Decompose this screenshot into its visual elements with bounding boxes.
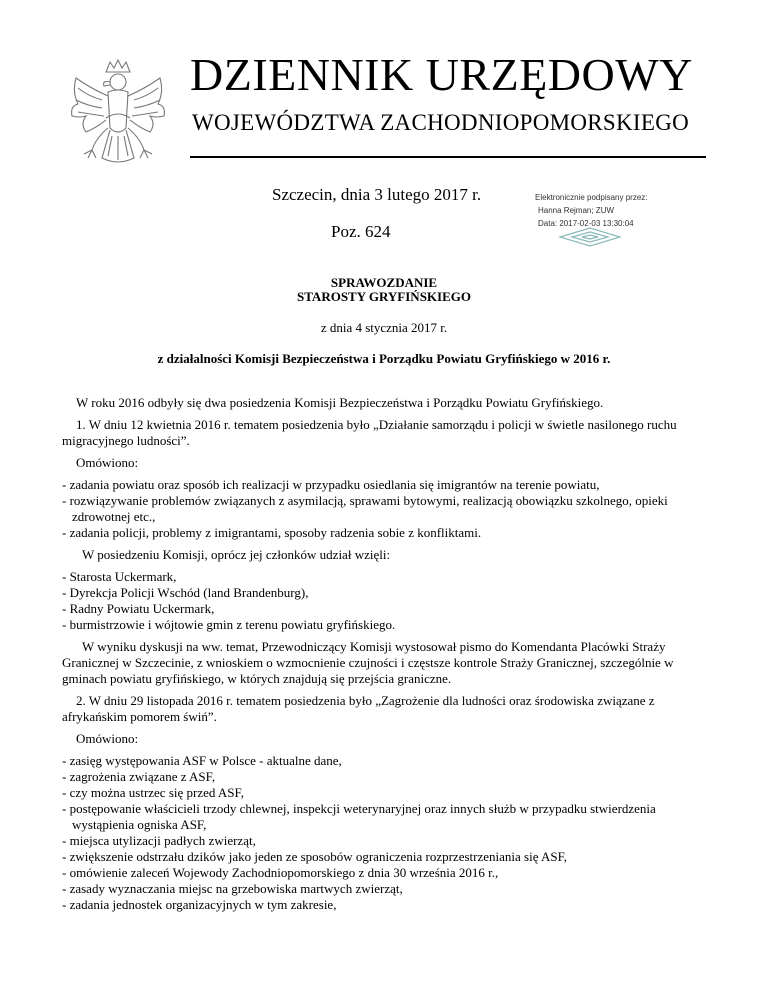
list-item: - Radny Powiatu Uckermark, bbox=[62, 601, 215, 616]
document-heading bbox=[0, 276, 768, 304]
discussed1-label: Omówiono: bbox=[76, 455, 139, 470]
list-item: - postępowanie właścicieli trzody chlewnej, inspekcji weterynaryjnej oraz innych służb w przypadku stwierdzenia wystąpienia ogniska ASF, bbox=[62, 801, 656, 832]
list-item: - zwiększenie odstrzału dzików jako jeden ze sposobów ograniczenia rozprzestrzeniania się ASF, bbox=[62, 849, 568, 864]
journal-subtitle: WOJEWÓDZTWA ZACHODNIOPOMORSKIEGO bbox=[192, 110, 690, 135]
signature-seal-icon bbox=[558, 227, 622, 247]
document-subject: z działalności Komisji Bezpieczeństwa i Porządku Powiatu Gryfińskiego w 2016 r. bbox=[157, 351, 611, 366]
list-item: - miejsca utylizacji padłych zwierząt, bbox=[62, 833, 256, 848]
signature-date: Data: 2017-02-03 13:30:04 bbox=[538, 219, 634, 228]
header-divider bbox=[190, 156, 706, 158]
journal-title: DZIENNIK URZĘDOWY bbox=[190, 49, 693, 100]
list-item: - czy można ustrzec się przed ASF, bbox=[62, 785, 244, 800]
meeting1-paragraph: 1. W dniu 12 kwietnia 2016 r. tematem posiedzenia było „Działanie samorządu i policji w świetle nasilonego ruchu migracyjnego ludności”. bbox=[62, 417, 677, 448]
heading-type: SPRAWOZDANIE bbox=[330, 275, 438, 290]
list-item: - zagrożenia związane z ASF, bbox=[62, 769, 216, 784]
place-and-date: Szczecin, dnia 3 lutego 2017 r. bbox=[272, 185, 482, 204]
list-item: - zadania jednostek organizacyjnych w tym zakresie, bbox=[62, 897, 337, 912]
list-item: - omówienie zaleceń Wojewody Zachodniopomorskiego z dnia 30 września 2016 r., bbox=[62, 865, 499, 880]
signature-signer: Hanna Rejman; ZUW bbox=[538, 206, 615, 215]
electronic-signature bbox=[533, 191, 703, 230]
document-date: z dnia 4 stycznia 2017 r. bbox=[320, 320, 448, 335]
coat-of-arms-eagle-icon bbox=[62, 58, 174, 190]
meeting2-paragraph: 2. W dniu 29 listopada 2016 r. tematem posiedzenia było „Zagrożenie dla ludności oraz środowiska związane z afrykańskim pomorem świń”. bbox=[62, 693, 655, 724]
heading-author: STAROSTY GRYFIŃSKIEGO bbox=[297, 289, 471, 304]
signature-label: Elektronicznie podpisany przez: bbox=[535, 193, 648, 202]
intro-paragraph: W roku 2016 odbyły się dwa posiedzenia Komisji Bezpieczeństwa i Porządku Powiatu Gryfińskiego. bbox=[76, 395, 604, 410]
list-item: - zasięg występowania ASF w Polsce - aktualne dane, bbox=[62, 753, 342, 768]
position-number: Poz. 624 bbox=[331, 222, 391, 241]
list-item: - zadania powiatu oraz sposób ich realizacji w przypadku osiedlania się imigrantów na terenie powiatu, bbox=[62, 477, 600, 492]
list-item: - Dyrekcja Policji Wschód (land Brandenburg), bbox=[62, 585, 309, 600]
list-item: - rozwiązywanie problemów związanych z asymilacją, sprawami bytowymi, realizacją obowiązku szkolnego, opieki zdrowotnej etc., bbox=[62, 493, 668, 524]
discussed2-label: Omówiono: bbox=[76, 731, 139, 746]
participants-label: W posiedzeniu Komisji, oprócz jej członków udział wzięli: bbox=[82, 547, 391, 562]
list-item: - zadania policji, problemy z imigrantami, sposoby radzenia sobie z konfliktami. bbox=[62, 525, 482, 540]
list-item: - zasady wyznaczania miejsc na grzebowiska martwych zwierząt, bbox=[62, 881, 403, 896]
result1-paragraph: W wyniku dyskusji na ww. temat, Przewodniczący Komisji wystosował pismo do Komendanta Placówki Straży Granicznej w Szczecinie, z wnioskiem o wzmocnienie czujności i częstsze kontrole Straży Granicznej, szczególnie w gminach powiatu gryfińskiego, w których znajdują się przejścia graniczne. bbox=[62, 639, 674, 686]
list-item: - burmistrzowie i wójtowie gmin z terenu powiatu gryfińskiego. bbox=[62, 617, 396, 632]
document-body bbox=[62, 395, 712, 913]
list-item: - Starosta Uckermark, bbox=[62, 569, 177, 584]
